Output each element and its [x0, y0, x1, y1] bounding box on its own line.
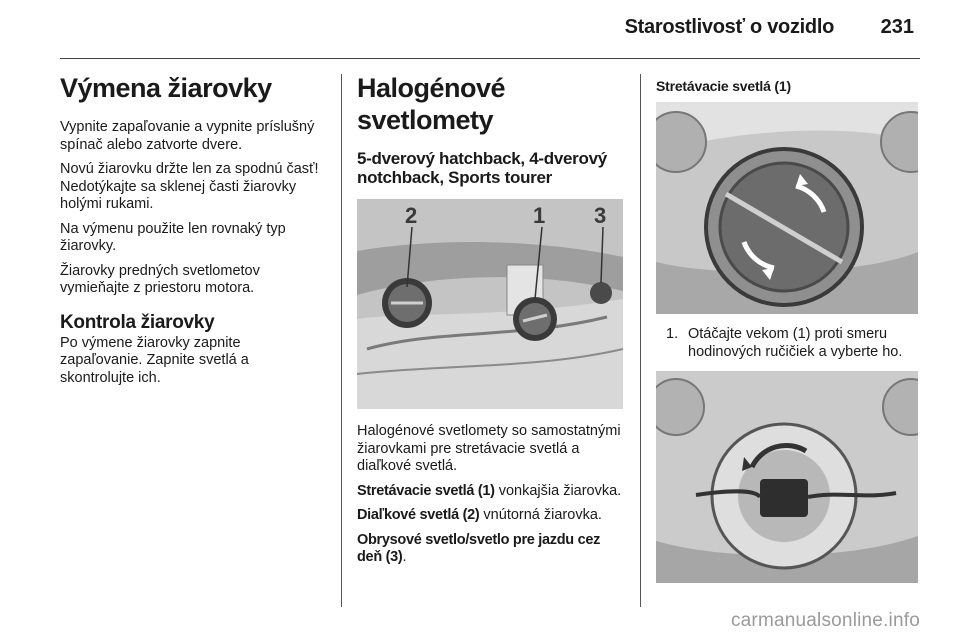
column-bulb-replacement	[60, 72, 322, 394]
watermark: carmanualsonline.info	[730, 610, 920, 631]
figure-callout-2: 2	[405, 203, 418, 228]
page-number: 231	[880, 16, 914, 38]
list-item-parking-light: Obrysové svetlo/svetlo pre jazdu cez deň (3).	[357, 531, 601, 565]
list-item-low-beam: Stretávacie svetlá (1) vonkajšia žiarovka.	[357, 482, 622, 499]
paragraph: Halogénové svetlomety so samostatnými žiarovkami pre stretávacie svetlá a diaľkové svetlá.	[357, 423, 621, 474]
paragraph: Po výmene žiarovky zapnite zapaľovanie. Zapnite svetlá a skontrolujte ich.	[60, 334, 249, 386]
step-number: 1.	[666, 326, 679, 342]
paragraph: Na výmenu použite len rovnaký typ žiarovky.	[60, 220, 286, 254]
header-divider	[60, 58, 920, 59]
column-divider-1	[341, 74, 342, 607]
section-heading-halogen-headlights: Halogénové svetlomety	[357, 73, 506, 135]
figure-callout-3: 3	[594, 203, 607, 228]
paragraph: Žiarovky predných svetlometov vymieňajte z priestoru motora.	[60, 262, 260, 296]
column-low-beam	[656, 78, 926, 583]
cover-removal-figure	[656, 102, 918, 314]
instruction-step-1	[656, 326, 926, 361]
figure-callout-1: 1	[533, 203, 546, 228]
page-header-title: Starostlivosť o vozidlo	[624, 16, 834, 38]
column-divider-2	[640, 74, 641, 607]
list-item-high-beam: Diaľkové svetlá (2) vnútorná žiarovka.	[357, 507, 602, 523]
headlight-overview-figure	[357, 199, 623, 409]
paragraph: Novú žiarovku držte len za spodnú časť! Nedotýkajte sa sklenej časti žiarovky holými rukami.	[60, 161, 319, 212]
subheading-bulb-check: Kontrola žiarovky	[60, 311, 215, 333]
bulb-removal-figure	[656, 371, 918, 583]
column-halogen-headlights	[357, 72, 623, 574]
bulb-connector-illustration	[656, 371, 918, 583]
section-heading-bulb-replacement: Výmena žiarovky	[60, 73, 272, 103]
subheading-body-variants: 5-dverový hatchback, 4-dverový notchback, Sports tourer	[357, 149, 607, 187]
headlight-overview-illustration	[357, 199, 623, 409]
subheading-low-beam: Stretávacie svetlá (1)	[656, 78, 791, 94]
paragraph: Vypnite zapaľovanie a vypnite príslušný spínač alebo zatvorte dvere.	[60, 119, 315, 153]
step-text: Otáčajte vekom (1) proti smeru hodinových ručičiek a vyberte ho.	[688, 326, 903, 360]
cover-rotation-illustration	[656, 102, 918, 314]
